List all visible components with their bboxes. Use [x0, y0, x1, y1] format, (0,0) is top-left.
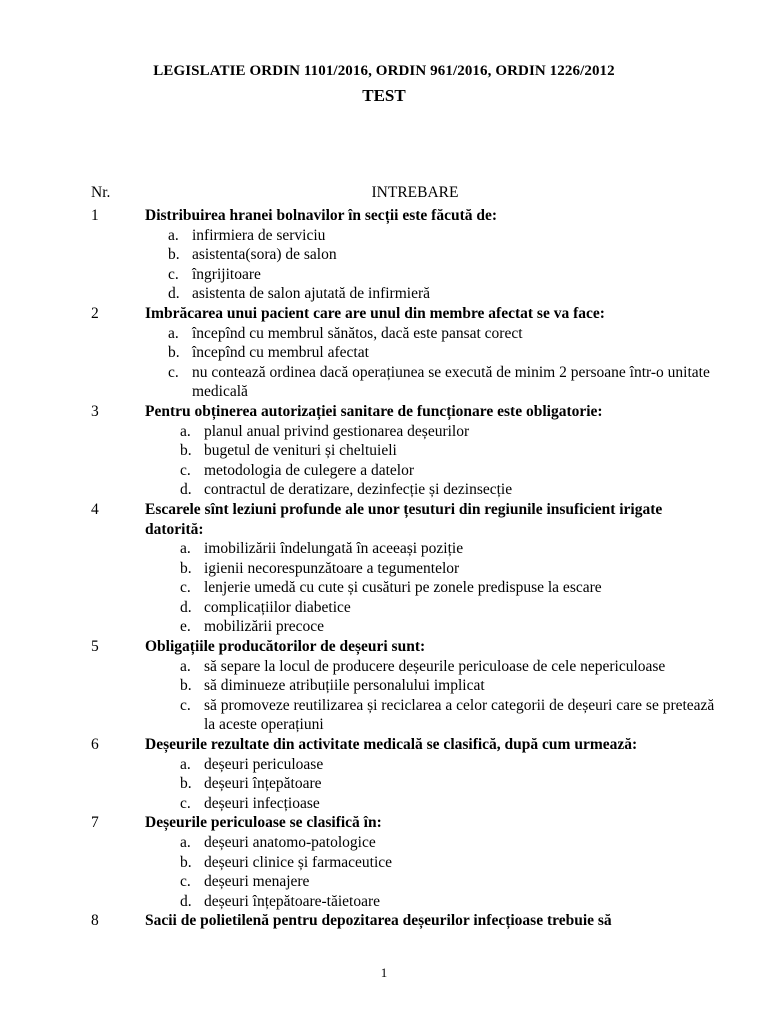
- option-text: metodologia de culegere a datelor: [204, 461, 415, 479]
- answer-option: [180, 853, 715, 873]
- answer-option: [168, 363, 715, 402]
- option-text: deșeuri înțepătoare: [204, 775, 322, 793]
- option-letter: b.: [168, 344, 180, 362]
- answer-option: [180, 461, 715, 481]
- answer-options: [0, 324, 768, 402]
- question-number: 8: [91, 912, 99, 930]
- answer-option: [168, 343, 715, 363]
- answer-options: [0, 833, 768, 911]
- answer-option: [180, 794, 715, 814]
- answer-option: [168, 284, 715, 304]
- question-number: 3: [91, 402, 99, 420]
- option-text: deșeuri menajere: [204, 873, 310, 891]
- option-letter: b.: [168, 246, 180, 264]
- option-letter: e.: [180, 618, 191, 636]
- answer-option: [168, 245, 715, 265]
- question-number: 7: [91, 814, 99, 832]
- answer-option: [180, 559, 715, 579]
- option-letter: a.: [180, 755, 191, 773]
- option-letter: a.: [180, 657, 191, 675]
- option-text: asistenta(sora) de salon: [192, 246, 337, 264]
- question-text: Obligațiile producătorilor de deșeuri sunt:: [145, 638, 426, 656]
- question-number: 2: [91, 304, 99, 322]
- question-text: Deșeurile periculoase se clasifică în:: [145, 814, 382, 832]
- option-text: să separe la locul de producere deșeurile periculoase de cele nepericuloase: [204, 657, 666, 675]
- option-letter: b.: [180, 442, 192, 460]
- option-text: deșeuri înțepătoare-tăietoare: [204, 892, 380, 910]
- option-text: să promoveze reutilizarea și reciclarea a celor categorii de deșeuri care se pretează la aceste operațiuni: [204, 696, 715, 734]
- answer-option: [180, 833, 715, 853]
- option-letter: d.: [168, 285, 180, 303]
- option-text: deșeuri clinice și farmaceutice: [204, 853, 393, 871]
- option-letter: a.: [168, 226, 179, 244]
- answer-option: [180, 441, 715, 461]
- answer-options: [0, 422, 768, 500]
- answer-option: [180, 422, 715, 442]
- option-letter: d.: [180, 598, 192, 616]
- answer-option: [180, 617, 715, 637]
- question-text: Escarele sînt leziuni profunde ale unor țesuturi din regiunile insuficient irigate datorită:: [145, 500, 663, 538]
- answer-option: [168, 226, 715, 246]
- answer-option: [180, 657, 715, 677]
- answer-option: [180, 480, 715, 500]
- option-letter: c.: [180, 461, 191, 479]
- answer-option: [180, 578, 715, 598]
- question-text: Imbrăcarea unui pacient care are unul din membre afectat se va face:: [145, 304, 605, 322]
- option-letter: c.: [180, 696, 191, 714]
- option-letter: b.: [180, 559, 192, 577]
- option-text: planul anual privind gestionarea deșeurilor: [204, 422, 470, 440]
- option-text: deșeuri anatomo-patologice: [204, 834, 376, 851]
- option-letter: c.: [180, 579, 191, 597]
- option-text: deșeuri periculoase: [204, 755, 324, 773]
- column-header-question: INTREBARE: [371, 184, 459, 201]
- option-letter: d.: [180, 892, 192, 910]
- option-text: asistenta de salon ajutată de infirmieră: [192, 285, 431, 303]
- option-text: complicațiilor diabetice: [204, 598, 351, 616]
- answer-option: [180, 539, 715, 559]
- answer-options: [0, 657, 768, 735]
- option-letter: a.: [168, 324, 179, 342]
- answer-option: [180, 755, 715, 775]
- answer-option: [168, 324, 715, 344]
- question-text: Pentru obținerea autorizației sanitare de funcționare este obligatorie:: [145, 402, 603, 420]
- option-letter: a.: [180, 834, 191, 851]
- question-text: Deșeurile rezultate din activitate medicală se clasifică, după cum urmează:: [145, 736, 638, 754]
- question-item: [0, 911, 768, 931]
- question-number: 5: [91, 638, 99, 656]
- page-number: 1: [380, 965, 388, 980]
- option-letter: a.: [180, 540, 191, 558]
- question-item: [0, 500, 768, 637]
- question-item: [0, 402, 768, 500]
- question-item: [0, 304, 768, 402]
- question-item: [0, 813, 768, 911]
- answer-options: [0, 226, 768, 304]
- answer-option: [168, 265, 715, 285]
- answer-options: [0, 539, 768, 637]
- option-letter: c.: [168, 265, 179, 283]
- option-text: începînd cu membrul sănătos, dacă este pansat corect: [192, 324, 523, 342]
- document-subtitle: TEST: [362, 86, 406, 105]
- option-text: să diminueze atribuțiile personalului implicat: [204, 677, 485, 695]
- column-header-number: Nr.: [91, 184, 111, 201]
- answer-option: [180, 892, 715, 912]
- option-text: deșeuri infecțioase: [204, 794, 320, 812]
- option-letter: b.: [180, 677, 192, 695]
- option-letter: d.: [180, 481, 192, 499]
- answer-options: [0, 755, 768, 814]
- option-letter: b.: [180, 853, 192, 871]
- option-letter: b.: [180, 775, 192, 793]
- question-item: [0, 206, 768, 304]
- option-letter: c.: [180, 873, 191, 891]
- option-text: infirmiera de serviciu: [192, 226, 326, 244]
- answer-option: [180, 598, 715, 618]
- question-number: 1: [91, 207, 99, 224]
- question-list: [0, 206, 768, 931]
- option-letter: c.: [180, 794, 191, 812]
- answer-option: [180, 872, 715, 892]
- option-letter: a.: [180, 422, 191, 440]
- question-item: [0, 637, 768, 735]
- option-text: bugetul de venituri și cheltuieli: [204, 442, 397, 460]
- answer-option: [180, 676, 715, 696]
- answer-option: [180, 696, 715, 735]
- option-text: imobilizării îndelungată în aceeași poziție: [204, 540, 464, 558]
- question-text: Distribuirea hranei bolnavilor în secții este făcută de:: [145, 207, 498, 224]
- option-text: contractul de deratizare, dezinfecție și dezinsecție: [204, 481, 513, 499]
- option-text: mobilizării precoce: [204, 618, 325, 636]
- option-text: începînd cu membrul afectat: [192, 344, 369, 362]
- document-title: LEGISLATIE ORDIN 1101/2016, ORDIN 961/2016, ORDIN 1226/2012: [153, 63, 615, 79]
- option-letter: c.: [168, 363, 179, 381]
- option-text: igienii necorespunzătoare a tegumentelor: [204, 559, 460, 577]
- question-number: 6: [91, 736, 99, 754]
- answer-option: [180, 774, 715, 794]
- option-text: nu contează ordinea dacă operațiunea se execută de minim 2 persoane într-o unitate medicală: [192, 363, 710, 401]
- question-item: [0, 735, 768, 813]
- question-text: Sacii de polietilenă pentru depozitarea deșeurilor infecțioase trebuie să: [145, 912, 612, 930]
- question-number: 4: [91, 500, 99, 518]
- option-text: îngrijitoare: [192, 265, 261, 283]
- option-text: lenjerie umedă cu cute și cusături pe zonele predispuse la escare: [204, 579, 602, 597]
